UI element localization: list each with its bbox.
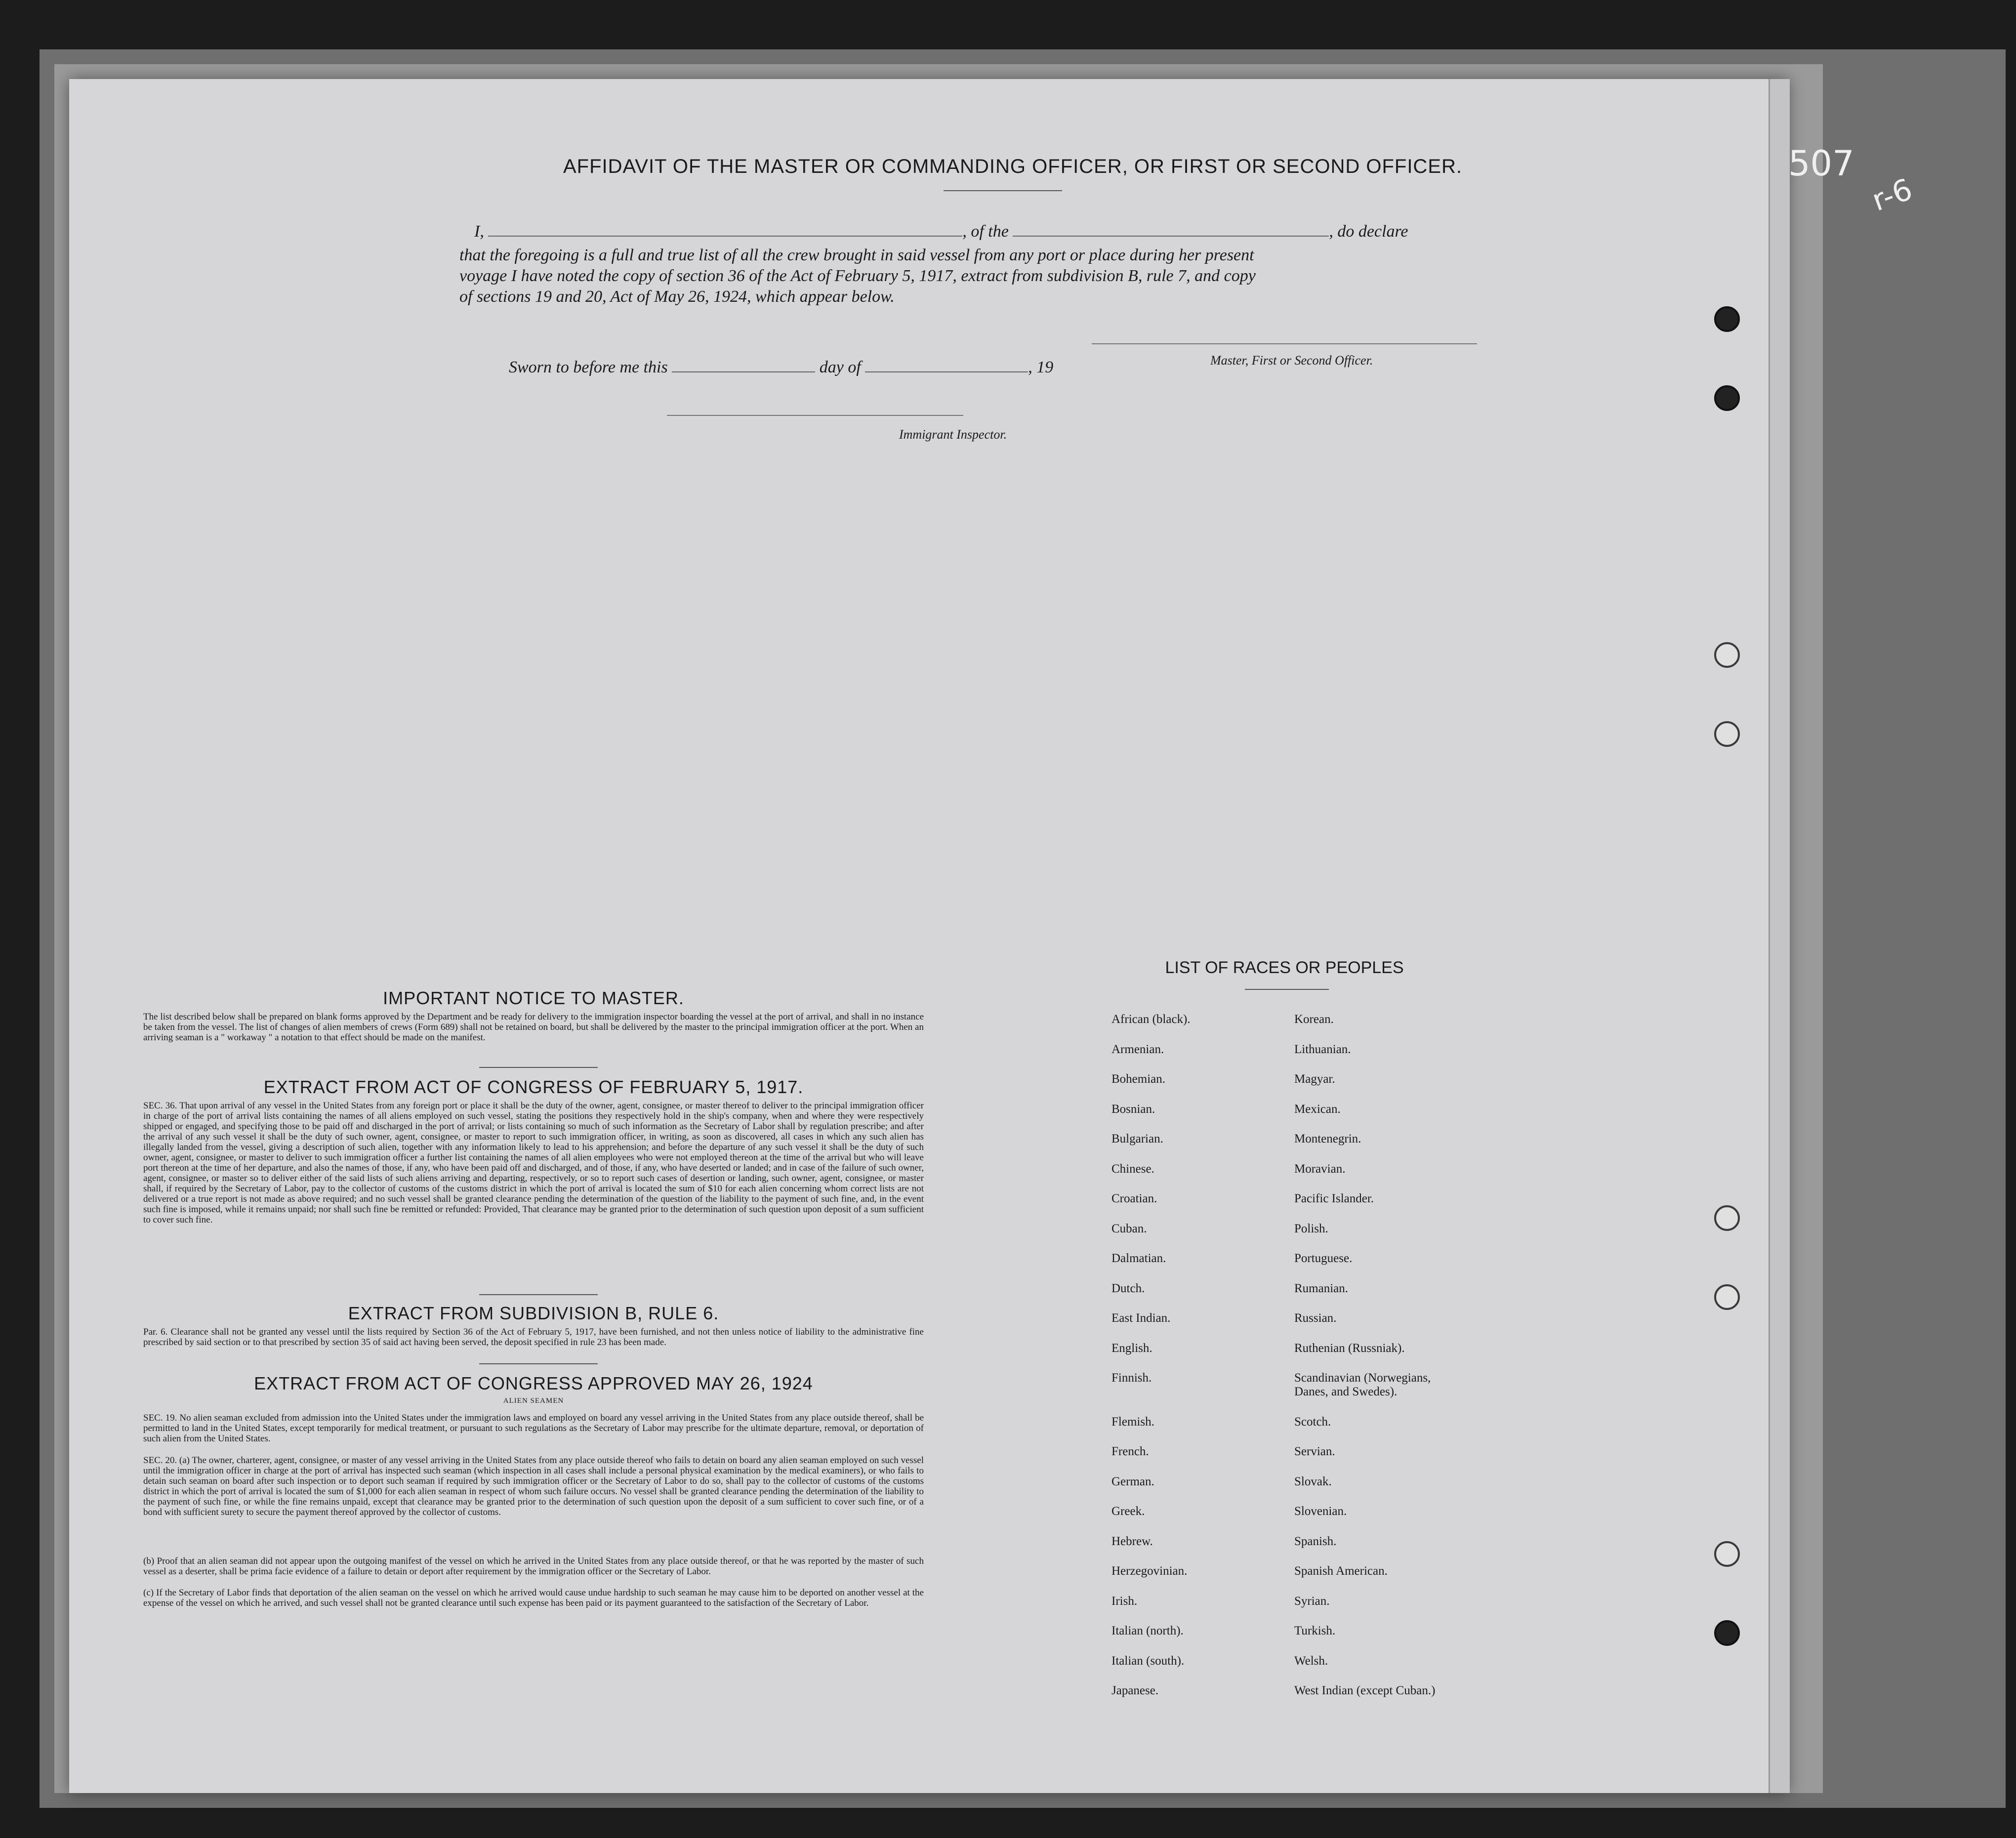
punch-hole [1714,642,1740,668]
notice-body: The list described below shall be prepared on blank forms approved by the Department and be ready for delivery to the immigration inspector boarding the vessel at the port of arrival, and shall in no instance be taken from the vessel. The list of changes of alien members of crews (Form 689) shall not be retained on board, but shall be delivered by the master to the principal immigration officer at the port. When an arriving seaman is a " workaway " a notation to that effect should be made on the manifest. [143,1012,924,1043]
master-signature-label: Master, First or Second Officer. [1210,353,1373,368]
punch-hole [1714,1205,1740,1231]
race-item: Armenian. [1111,1042,1164,1056]
race-item: Slovenian. [1294,1505,1347,1518]
race-item: Greek. [1111,1505,1145,1518]
race-item: Ruthenian (Russniak). [1294,1341,1405,1355]
affidavit-line1 [474,222,1512,241]
race-item: Croatian. [1111,1192,1157,1205]
sec20a-body: SEC. 20. (a) The owner, charterer, agent, consignee, or master of any vessel arriving in the United States from any place outside thereof who fails to detain on board any alien seaman employed on such vessel until the immigration officer in charge at the port of arrival has inspected such seaman (which inspection in all cases shall include a personal physical examination by the medical examiners), or who fails to detain such seaman on board after such inspection or to deport such seaman if required by such immigration officer or the Secretary of Labor to do so, shall pay to the collector of customs of the customs district in which the port of arrival is located the sum of $1,000 for each alien seaman in respect of whom such failure occurs. No vessel shall be granted clearance pending the determination of the liability to the payment of such fine, or while the fine remains unpaid, except that clearance may be granted prior to the determination of such question upon the deposit of a sum sufficient to cover such fine, or of a bond with sufficient surety to secure the payment thereof approved by the collector of customs. [143,1455,924,1517]
sworn-line [509,358,1151,377]
punch-hole [1714,306,1740,332]
race-item: Welsh. [1294,1654,1328,1668]
race-item: Pacific Islander. [1294,1192,1374,1205]
notice-rule [479,1067,598,1068]
affidavit-title: AFFIDAVIT OF THE MASTER OR COMMANDING OFFICER, OR FIRST OR SECOND OFFICER. [563,156,1462,177]
year-text: , 19 [1028,358,1054,376]
extract-1917-body: SEC. 36. That upon arrival of any vessel in the United States from any foreign port or place it shall be the duty of the owner, agent, consignee, or master thereof to deliver to the principal immigration officer in charge of the port of arrival lists containing the names of all aliens employed on such vessel, stating the positions they respectively hold in the ship's company, when and where they were respectively shipped or engaged, and specifying those to be paid off and discharged in the port of arrival; or lists containing so much of such information as the Secretary of Labor shall by regulation prescribe; and after the arrival of any such vessel it shall be the duty of such owner, agent, consignee, or master to report to such immigration officer, in writing, as soon as discovered, all cases in which any such alien has illegally landed from the vessel, giving a description of such alien, together with any information likely to lead to his apprehension; and before the departure of any such vessel it shall be the duty of such owner, agent, consignee, or master to deliver to such immigration officer a further list containing the names of all alien employees who were not employed thereon at the time of the arrival but who will leave port thereon at the time of her departure, and also the names of those, if any, who have been paid off and discharged, and of those, if any, who have deserted or landed; and in case of the failure of such owner, agent, consignee, or master so to deliver either of the said lists of such aliens arriving and departing, respectively, or so to report such cases of desertion or landing, such owner, agent, consignee, or master shall, if required by the Secretary of Labor, pay to the collector of customs of the customs district in which the port of arrival is located the sum of $10 for each alien concerning whom correct lists are not delivered or a true report is not made as above required; and no such vessel shall be granted clearance pending the determination of the question of the liability to the payment of such fine, and, in the event such fine is imposed, while it remains unpaid; nor shall such fine be remitted or refunded: Provided, That clearance may be granted prior to the determination of such question upon deposit of a sum sufficient to cover such fine. [143,1101,924,1225]
race-item: Italian (north). [1111,1624,1184,1637]
punch-hole [1714,1284,1740,1310]
race-item: Scotch. [1294,1415,1331,1429]
race-item: Polish. [1294,1222,1328,1235]
race-item: Rumanian. [1294,1281,1349,1295]
extract-1917-rule [479,1294,598,1295]
race-item: Spanish American. [1294,1564,1388,1578]
race-item: Japanese. [1111,1684,1159,1697]
race-item: Italian (south). [1111,1654,1185,1668]
punch-hole [1714,385,1740,411]
race-item: German. [1111,1474,1154,1488]
race-item: Finnish. [1111,1371,1152,1385]
races-rule [1245,989,1329,990]
race-item: Hebrew. [1111,1534,1153,1548]
race-item: Slovak. [1294,1474,1332,1488]
affidavit-line2: that the foregoing is a full and true list of all the crew brought in said vessel from any port or place during her present [459,246,1254,264]
race-item: French. [1111,1445,1149,1458]
extract-1924-subtitle: ALIEN SEAMEN [503,1397,564,1405]
race-item: Bosnian. [1111,1102,1155,1116]
race-item: Portuguese. [1294,1252,1353,1265]
race-item: Magyar. [1294,1072,1335,1086]
page-edge-stripe [1769,79,1790,1793]
race-item: Dalmatian. [1111,1252,1166,1265]
race-item: Mexican. [1294,1102,1341,1116]
race-item: Scandinavian (Norwegians, Danes, and Swedes). [1294,1371,1431,1398]
race-item: Cuban. [1111,1222,1147,1235]
race-item: Spanish. [1294,1534,1337,1548]
sec20c-body: (c) If the Secretary of Labor finds that deportation of the alien seaman on the vessel on which he arrived would cause undue hardship to such seaman he may cause him to be deported on another vessel at the expense of the vessel on which he arrived, and such vessel shall not be granted clearance until such expense has been paid or its payment guaranteed to the satisfaction of the Secretary of Labor. [143,1588,924,1608]
master-signature-line[interactable] [1092,343,1477,344]
extract-1917-title: EXTRACT FROM ACT OF CONGRESS OF FEBRUARY 5, 1917. [263,1077,804,1097]
race-item: Montenegrin. [1294,1132,1361,1145]
race-item: Syrian. [1294,1594,1330,1608]
day-blank[interactable] [672,371,815,372]
race-item: Korean. [1294,1013,1334,1026]
sec20b-body: (b) Proof that an alien seaman did not appear upon the outgoing manifest of the vessel on which he arrived in the United States from any place outside thereof, or that he was reported by the master of such vessel as a deserter, shall be prima facie evidence of a failure to detain or deport after requirement by the immigration officer or the Secretary of Labor. [143,1556,924,1577]
race-item: African (black). [1111,1013,1191,1026]
race-item: Servian. [1294,1445,1335,1458]
races-title: LIST OF RACES OR PEOPLES [1165,958,1404,977]
affidavit-i: I, [474,222,484,241]
inspector-signature-label: Immigrant Inspector. [899,427,1007,442]
affidavit-declare: , do declare [1329,222,1408,241]
race-item: Chinese. [1111,1162,1154,1176]
rule6-body: Par. 6. Clearance shall not be granted any vessel until the lists required by Section 36 of the Act of February 5, 1917, have been furnished, and not then unless notice of liability to the administrative fine prescribed by said section or to that prescribed by section 35 of said act having been served, the deposit specified in rule 23 has been made. [143,1327,924,1348]
affidavit-of-the: , of the [962,222,1009,241]
rule6-title: EXTRACT FROM SUBDIVISION B, RULE 6. [348,1303,719,1323]
race-item: Dutch. [1111,1281,1145,1295]
race-item: Russian. [1294,1311,1337,1325]
race-item: West Indian (except Cuban.) [1294,1684,1436,1697]
race-item: Moravian. [1294,1162,1346,1176]
vessel-blank[interactable] [1013,236,1329,237]
race-item: Lithuanian. [1294,1042,1351,1056]
rule6-rule [479,1363,598,1364]
handwritten-mark: r-6 [1867,172,1917,218]
inspector-signature-line[interactable] [667,415,963,416]
race-item: English. [1111,1341,1152,1355]
document-page [69,79,1788,1793]
race-item: Irish. [1111,1594,1138,1608]
punch-hole [1714,1541,1740,1567]
race-item: Bohemian. [1111,1072,1166,1086]
notice-title: IMPORTANT NOTICE TO MASTER. [383,988,684,1008]
sworn-text: Sworn to before me this [509,358,668,376]
name-blank[interactable] [488,236,962,237]
punch-hole [1714,1620,1740,1646]
extract-1924-title: EXTRACT FROM ACT OF CONGRESS APPROVED MAY 26, 1924 [254,1373,813,1393]
punch-hole [1714,721,1740,747]
race-item: Turkish. [1294,1624,1336,1637]
day-of-text: day of [819,358,861,376]
month-blank[interactable] [865,371,1028,372]
race-item: East Indian. [1111,1311,1171,1325]
handwritten-number: 507 [1788,143,1854,184]
sec19-body: SEC. 19. No alien seaman excluded from admission into the United States under the immigration laws and employed on board any vessel arriving in the United States from any place outside thereof, shall be permitted to land in the United States, except temporarily for medical treatment, or pursuant to such regulations as the Secretary of Labor may prescribe for the ultimate departure, removal, or deportation of such alien from the United States. [143,1413,924,1444]
affidavit-line4: of sections 19 and 20, Act of May 26, 1924, which appear below. [459,287,895,306]
race-item: Bulgarian. [1111,1132,1163,1145]
title-rule [944,190,1062,191]
affidavit-line3: voyage I have noted the copy of section 36 of the Act of February 5, 1917, extract from subdivision B, rule 7, and copy [459,267,1256,285]
race-item: Herzegovinian. [1111,1564,1188,1578]
race-item: Flemish. [1111,1415,1154,1429]
